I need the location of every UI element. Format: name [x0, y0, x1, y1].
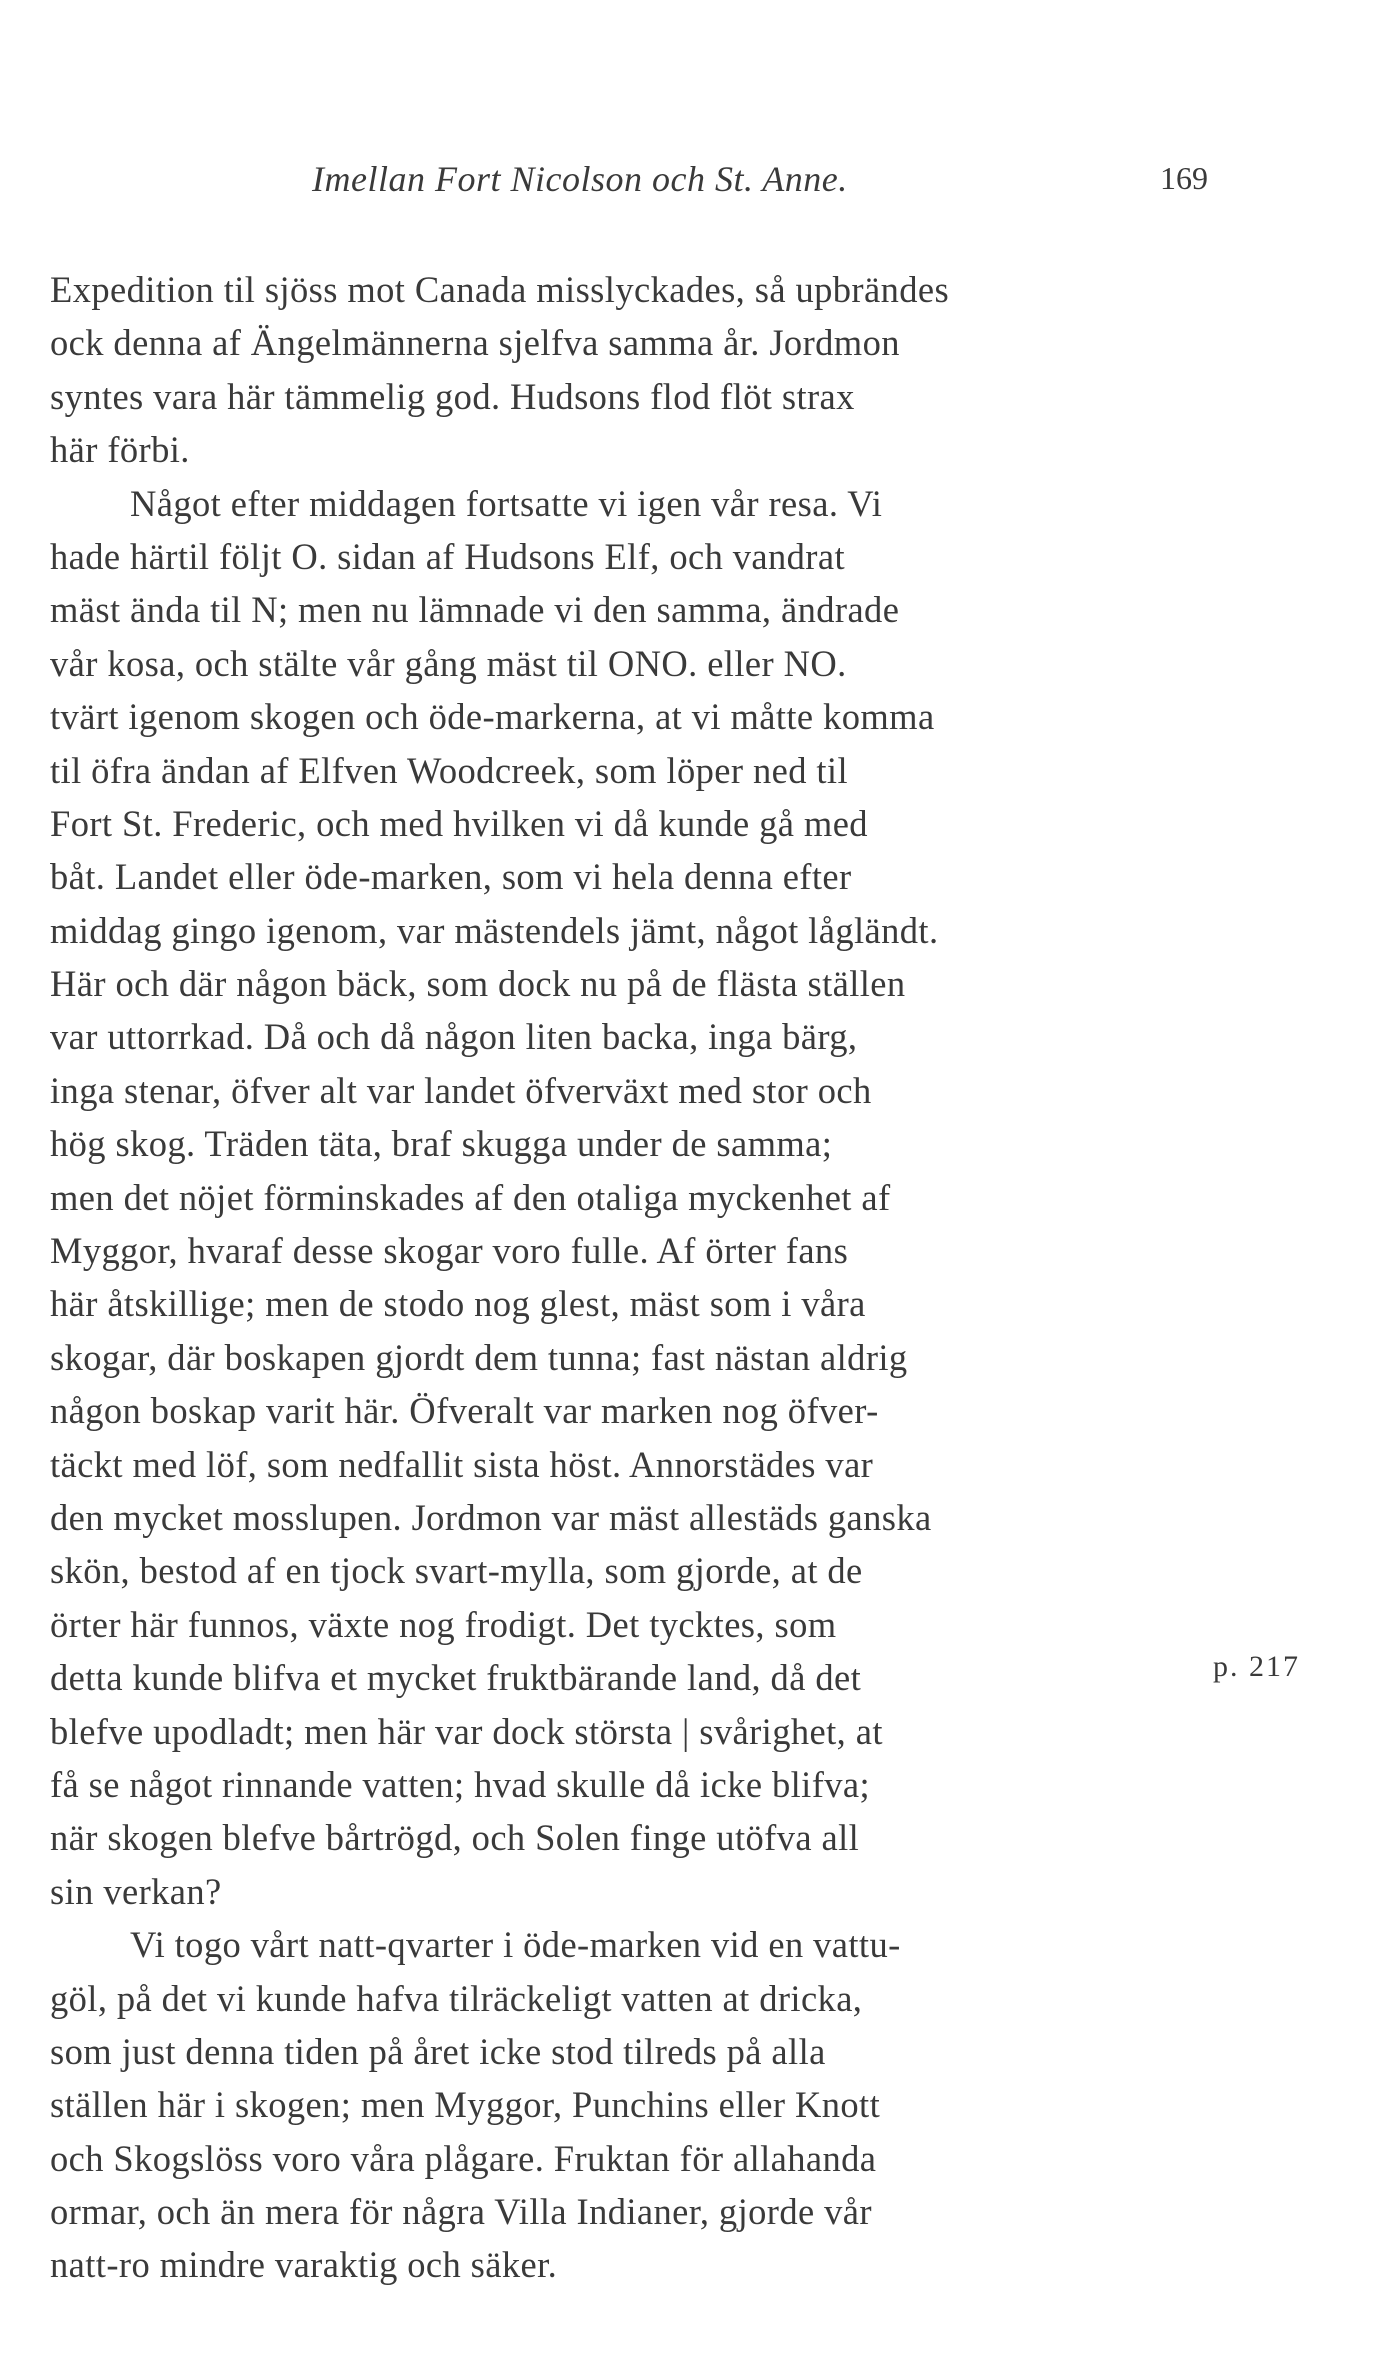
text-line: ormar, och än mera för några Villa Indianer, gjorde vår [50, 2191, 872, 2233]
body-text [50, 263, 1200, 2292]
text-line: detta kunde blifva et mycket fruktbärande land, då det [50, 1657, 862, 1699]
text-line: sin verkan? [50, 1870, 222, 1912]
text-line: syntes vara här tämmelig god. Hudsons flod flöt strax [50, 375, 855, 417]
text-line: til öfra ändan af Elfven Woodcreek, som löper ned til [50, 749, 849, 791]
text-line: skogar, där boskapen gjordt dem tunna; fast nästan aldrig [50, 1336, 908, 1378]
text-line: ställen här i skogen; men Myggor, Punchins eller Knott [50, 2084, 881, 2126]
text-line: här förbi. [50, 429, 190, 471]
text-line: tvärt igenom skogen och öde-markerna, at vi måtte komma [50, 696, 935, 738]
text-line: Vi togo vårt natt-qvarter i öde-marken vid en vattu- [130, 1924, 901, 1966]
text-line: Expedition til sjöss mot Canada misslyckades, så upbrändes [50, 269, 950, 310]
text-line: båt. Landet eller öde-marken, som vi hela denna efter [50, 856, 852, 898]
page-number: 169 [1160, 160, 1208, 196]
text-line: den mycket mosslupen. Jordmon var mäst allestäds ganska [50, 1496, 932, 1538]
text-line: blefve upodladt; men här var dock största | svårighet, at [50, 1710, 883, 1752]
text-line: hade härtil följt O. sidan af Hudsons Elf, och vandrat [50, 535, 845, 577]
margin-note: p. 217 [1213, 1650, 1300, 1683]
text-line: örter här funnos, växte nog frodigt. Det tycktes, som [50, 1603, 837, 1645]
text-line: när skogen blefve bårtrögd, och Solen finge utöfva all [50, 1817, 860, 1859]
text-line: ock denna af Ängelmännerna sjelfva samma år. Jordmon [50, 322, 900, 364]
text-line: som just denna tiden på året icke stod tilreds på alla [50, 2030, 826, 2072]
text-line: göl, på det vi kunde hafva tilräckeligt vatten at dricka, [50, 1977, 863, 2019]
text-line: här åtskillige; men de stodo nog glest, mäst som i våra [50, 1283, 866, 1325]
text-line: Fort St. Frederic, och med hvilken vi då kunde gå med [50, 802, 868, 844]
text-line: inga stenar, öfver alt var landet öfverväxt med stor och [50, 1069, 872, 1111]
running-title: Imellan Fort Nicolson och St. Anne. [312, 159, 848, 199]
text-line: Här och där någon bäck, som dock nu på de flästa ställen [50, 963, 906, 1005]
text-line: var uttorrkad. Då och då någon liten backa, inga bärg, [50, 1016, 858, 1058]
text-line: Något efter middagen fortsatte vi igen vår resa. Vi [130, 482, 883, 524]
text-line: mäst ända til N; men nu lämnade vi den samma, ändrade [50, 589, 900, 631]
text-line: Myggor, hvaraf desse skogar voro fulle. Af örter fans [50, 1230, 849, 1272]
text-line: skön, bestod af en tjock svart-mylla, som gjorde, at de [50, 1550, 863, 1592]
text-line: hög skog. Träden täta, braf skugga under de samma; [50, 1123, 833, 1165]
text-line: någon boskap varit här. Öfveralt var marken nog öfver- [50, 1390, 879, 1432]
text-line: vår kosa, och stälte vår gång mäst til ONO. eller NO. [50, 642, 847, 684]
text-line: och Skogslöss voro våra plågare. Fruktan för allahanda [50, 2137, 877, 2179]
text-line: men det nöjet förminskades af den otaliga myckenhet af [50, 1176, 891, 1218]
text-line: täckt med löf, som nedfallit sista höst. Annorstädes var [50, 1443, 874, 1485]
text-line: natt-ro mindre varaktig och säker. [50, 2244, 558, 2286]
text-line: få se något rinnande vatten; hvad skulle då icke blifva; [50, 1763, 871, 1805]
text-line: middag gingo igenom, var mästendels jämt, något lågländt. [50, 909, 939, 951]
page-header [0, 158, 1378, 208]
